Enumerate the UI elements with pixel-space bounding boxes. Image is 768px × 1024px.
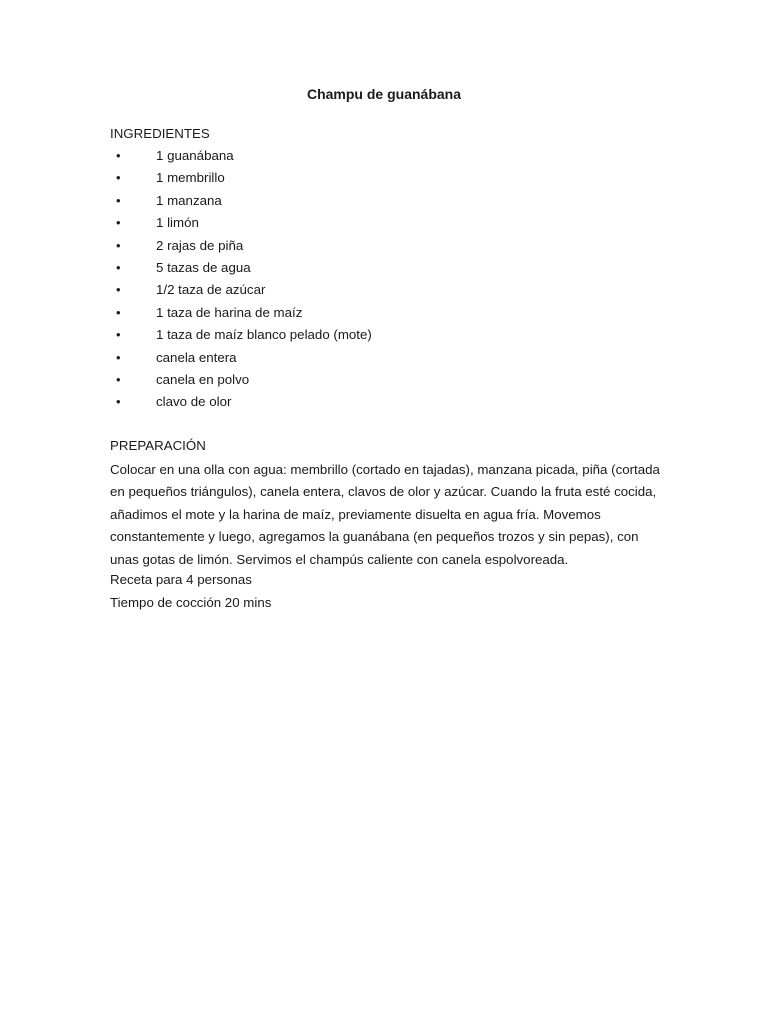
ingredient-text: 2 rajas de piña <box>156 237 244 253</box>
bullet-icon: • <box>116 259 121 275</box>
ingredient-list <box>110 147 372 416</box>
bullet-icon: • <box>116 215 121 231</box>
ingredient-item <box>110 169 372 191</box>
ingredients-heading: INGREDIENTES <box>110 126 210 141</box>
bullet-icon: • <box>116 349 121 365</box>
ingredient-text: 1/2 taza de azúcar <box>156 282 266 298</box>
bullet-icon: • <box>116 371 121 387</box>
ingredient-item <box>110 371 372 393</box>
ingredient-item <box>110 214 372 236</box>
bullet-icon: • <box>116 327 121 343</box>
ingredient-item <box>110 147 372 169</box>
ingredient-text: canela entera <box>156 349 237 365</box>
ingredient-item <box>110 237 372 259</box>
ingredient-item <box>110 393 372 415</box>
ingredient-text: 1 taza de maíz blanco pelado (mote) <box>156 327 372 343</box>
ingredient-item <box>110 304 372 326</box>
document-title: Champu de guanábana <box>306 86 462 102</box>
preparation-paragraph: Colocar en una olla con agua: membrillo (cortado en tajadas), manzana picada, piña (cortada en pequeños triángulos), canela entera, clavos de olor y azúcar. Cuando la fruta esté cocida, añadimos el mote y la harina de maíz, previamente disuelta en agua fría. Movemos constantemente y luego, agregamos la guanábana (en pequeños trozos y sin pepas), con unas gotas de limón. Servimos el champús caliente con canela espolvoreada. <box>110 462 660 567</box>
ingredient-text: clavo de olor <box>156 394 232 410</box>
cook-time-text: Tiempo de cocción 20 mins <box>110 595 272 610</box>
ingredient-text: 5 tazas de agua <box>156 259 251 275</box>
bullet-icon: • <box>116 304 121 320</box>
ingredient-item <box>110 326 372 348</box>
ingredient-text: canela en polvo <box>156 371 250 387</box>
ingredient-text: 1 manzana <box>156 192 222 208</box>
ingredient-item <box>110 192 372 214</box>
bullet-icon: • <box>116 192 121 208</box>
ingredient-text: 1 membrillo <box>156 170 225 186</box>
ingredient-item <box>110 281 372 303</box>
bullet-icon: • <box>116 394 121 410</box>
servings-text: Receta para 4 personas <box>110 572 252 587</box>
bullet-icon: • <box>116 237 121 253</box>
bullet-icon: • <box>116 148 121 163</box>
ingredient-item <box>110 349 372 371</box>
ingredient-text: 1 taza de harina de maíz <box>156 304 303 320</box>
ingredient-text: 1 limón <box>156 215 199 231</box>
bullet-icon: • <box>116 282 121 298</box>
preparation-heading: PREPARACIÓN <box>110 438 206 453</box>
ingredient-text: 1 guanábana <box>156 148 234 163</box>
ingredient-item <box>110 259 372 281</box>
bullet-icon: • <box>116 170 121 186</box>
